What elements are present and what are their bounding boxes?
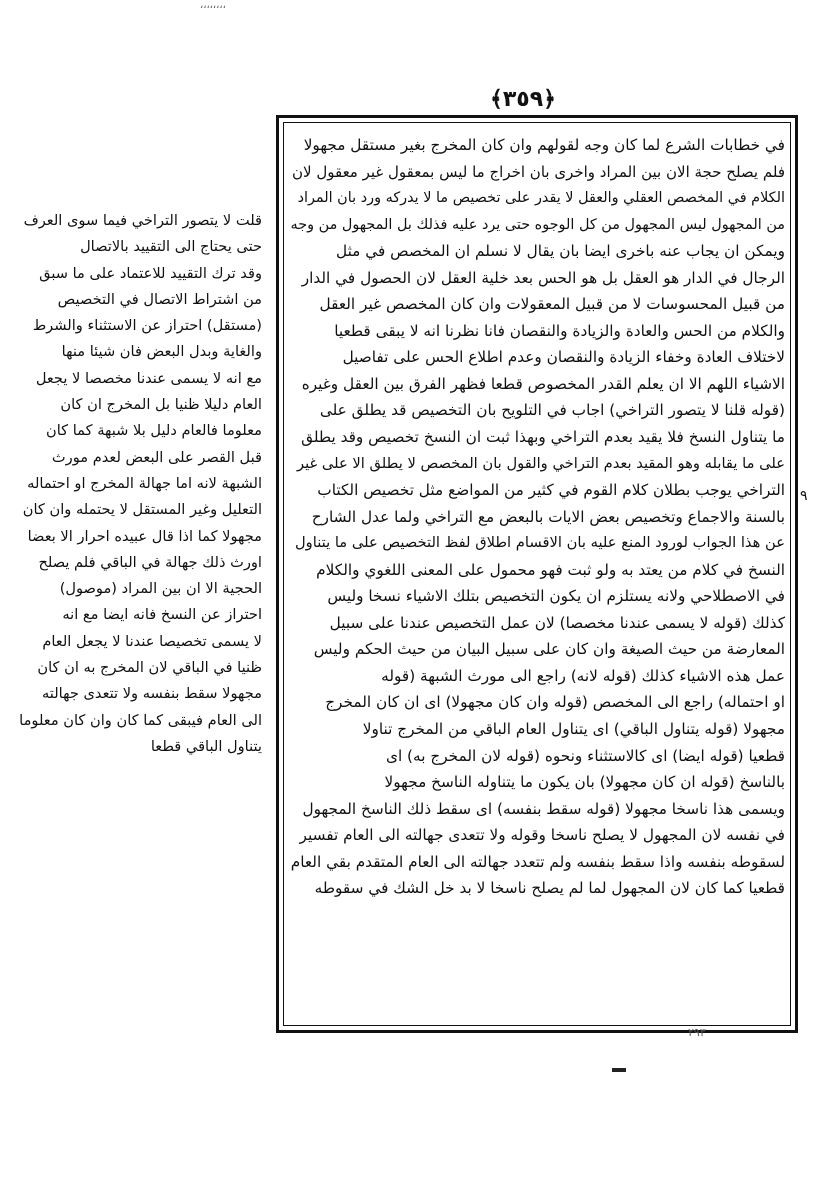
side-text-line: والغاية وبدل البعض فان شيئا منها — [61, 343, 262, 361]
main-text-line: على ما يقابله وهو المقيد بعدم التراخي والقول بان المخصص لا يطلق الا على غير — [296, 454, 785, 472]
main-text-line: الاشياء اللهم الا ان يعلم القدر المخصوص قطعا فظهر الفرق بين العقل وغيره — [301, 374, 785, 393]
main-text-line: في نفسه لان المجهول لا يصلح ناسخا وقوله ولا تتعدى جهالته الى العام تفسير — [299, 826, 785, 845]
main-text-line: من المجهول ليس المجهول من كل الوجوه حتى يرد عليه فذلك بل المجهول من وجه — [290, 216, 785, 233]
main-text-line: عن هذا الجواب لورود المنع عليه بان الاقسام اطلاق لفظ التخصيص على ما يتناول — [294, 534, 785, 552]
side-text-line: يتناول الباقي قطعا — [150, 737, 262, 755]
main-text-block — [289, 132, 785, 902]
main-text-line: لسقوطه بنفسه واذا سقط بنفسه ولم تتعدد جهالته الى العام المتقدم بقي العام — [290, 852, 785, 871]
main-text-line: الكلام في المخصص العقلي والعقل لا يقدر على تخصيص ما لا يدركه ورد بان المراد — [297, 190, 785, 207]
page-number: ﴿٣٥٩﴾ — [489, 87, 557, 112]
side-text-line: قبل القصر على البعض لعدم مورث — [51, 448, 262, 466]
ink-stamp — [612, 1068, 626, 1072]
side-text-line: مجهولا كما اذا قال عبيده احرار الا بعضا — [27, 527, 262, 545]
main-text-line: المعارضة من حيث الصيغة وان كان على سبيل البيان من حيث الحكم وليس — [313, 640, 785, 659]
side-text-line: الى العام فيبقى كما كان وان كان معلوما — [19, 711, 262, 729]
main-text-line: قطعيا كما كان لان المجهول لما لم يصلح ناسخا لا بد خل الشك في سقوطه — [314, 879, 785, 898]
main-text-line: ويمكن ان يجاب عنه باخرى ايضا بان يقال لا نسلم ان المخصص في مثل — [335, 242, 785, 261]
main-text-line: مجهولا (قوله يتناول الباقي) اى يتناول العام الباقي من المخرج تناولا — [362, 720, 785, 739]
main-text-line: او احتماله) راجع الى المخصص (قوله وان كان مجهولا) اى ان كان المخرج — [325, 693, 785, 712]
side-text-line: وقد ترك التقييد للاعتماد على ما سبق — [39, 264, 262, 282]
main-text-line: النسخ في كلام من يعتد به ولو ثبت فهو محمول على المعنى اللغوي والكلام — [316, 560, 785, 579]
main-text-line: الرجال في الدار هو العقل بل هو الحس بعد خلية العقل لان الحصول في الدار — [301, 268, 785, 287]
main-text-line: كذلك (قوله لا يسمى عندنا مخصصا) لان عمل التخصيص عندنا على سبيل — [329, 613, 785, 632]
main-text-line: بالناسخ (قوله ان كان مجهولا) بان يكون ما يتناوله الناسخ مجهولا — [384, 773, 785, 792]
side-commentary-block — [16, 208, 262, 760]
side-text-line: مجهولا سقط بنفسه ولا تتعدى جهالته — [41, 685, 262, 703]
main-text-line: والكلام من الحس والعادة والزيادة والنقصان فانا نظرنا انه لا يبقى قطعيا — [334, 321, 785, 340]
main-text-line: التراخي يوجب بطلان كلام القوم في كثير من المواضع مثل تخصيص الكتاب — [317, 481, 785, 500]
side-text-line: (مستقل) احتراز عن الاستثناء والشرط — [32, 317, 262, 335]
main-text-line: (قوله قلنا لا يتصور التراخي) اجاب في التلويح بان التخصيص قد يطلق على — [319, 401, 785, 420]
side-text-line: الحجية الا ان بين المراد (موصول) — [59, 580, 262, 598]
scan-mark: ،،،،،،،، — [200, 0, 226, 11]
side-text-line: قلت لا يتصور التراخي فيما سوى العرف — [23, 212, 262, 229]
main-text-line: بالسنة والاجماع وتخصيص بعض الايات بالبعض مع التراخي ولما عدل الشارح — [311, 507, 785, 526]
side-text-line: ظنيا في الباقي لان المخرج به ان كان — [37, 659, 262, 677]
side-text-line: حتى يحتاج الى التقييد بالاتصال — [80, 238, 262, 256]
main-text-line: قطعيا (قوله ايضا) اى كالاستثناء ونحوه (قوله لان المخرج به) اى — [385, 746, 785, 765]
main-text-line: ويسمى هذا ناسخا مجهولا (قوله سقط بنفسه) اى سقط ذلك الناسخ المجهول — [302, 799, 785, 818]
side-text-line: من اشتراط الاتصال في التخصيص — [57, 290, 262, 308]
margin-mark: ٩ — [800, 488, 808, 504]
side-text-line: اورث ذلك جهالة في الباقي فلم يصلح — [38, 553, 262, 571]
side-text-line: العام دليلا ظنيا بل المخرج ان كان — [60, 396, 262, 414]
side-text-line: مع انه لا يسمى عندنا مخصصا لا يجعل — [35, 369, 262, 387]
main-text-line: ما يتناول النسخ فلا يقيد بعدم التراخي وبهذا ثبت ان النسخ تخصيص وقد يطلق — [301, 428, 785, 447]
side-text-line: التعليل وغير المستقل لا يحتمله وان كان — [22, 501, 262, 519]
side-text-line: احتراز عن النسخ فانه ايضا مع انه — [62, 606, 262, 624]
side-text-line: معلوما فالعام دليل بلا شبهة كما كان — [45, 422, 262, 440]
main-text-line: من قبيل المحسوسات لا من قبيل المعقولات وان كان المخصص غير العقل — [319, 295, 785, 314]
main-text-line: في خطابات الشرع لما كان وجه لقولهم وان كان المخرج بغير مستقل مجهولا — [303, 136, 785, 154]
side-text-line: الشبهة لانه اما جهالة المخرج او احتماله — [27, 474, 262, 492]
main-text-line: فلم يصلح حجة الان بين المراد واخرى بان اخراج ما ليس بمعقول غير معقول لان — [292, 162, 785, 181]
footer-mark: ٢٩٣ — [688, 1026, 706, 1039]
main-text-frame — [276, 115, 798, 1033]
main-text-line: لاختلاف العادة وخفاء الزيادة والنقصان وعدم اطلاع الحس على تفاصيل — [342, 348, 785, 367]
side-text-line: لا يسمى تخصيصا عندنا لا يجعل العام — [42, 632, 262, 650]
main-text-line: عمل هذه الاشياء كذلك (قوله لانه) راجع الى مورث الشبهة (قوله — [381, 666, 785, 685]
main-text-line: في الاصطلاحي ولانه يستلزم ان يكون التخصيص بتلك الاشياء نسخا وليس — [327, 587, 785, 606]
